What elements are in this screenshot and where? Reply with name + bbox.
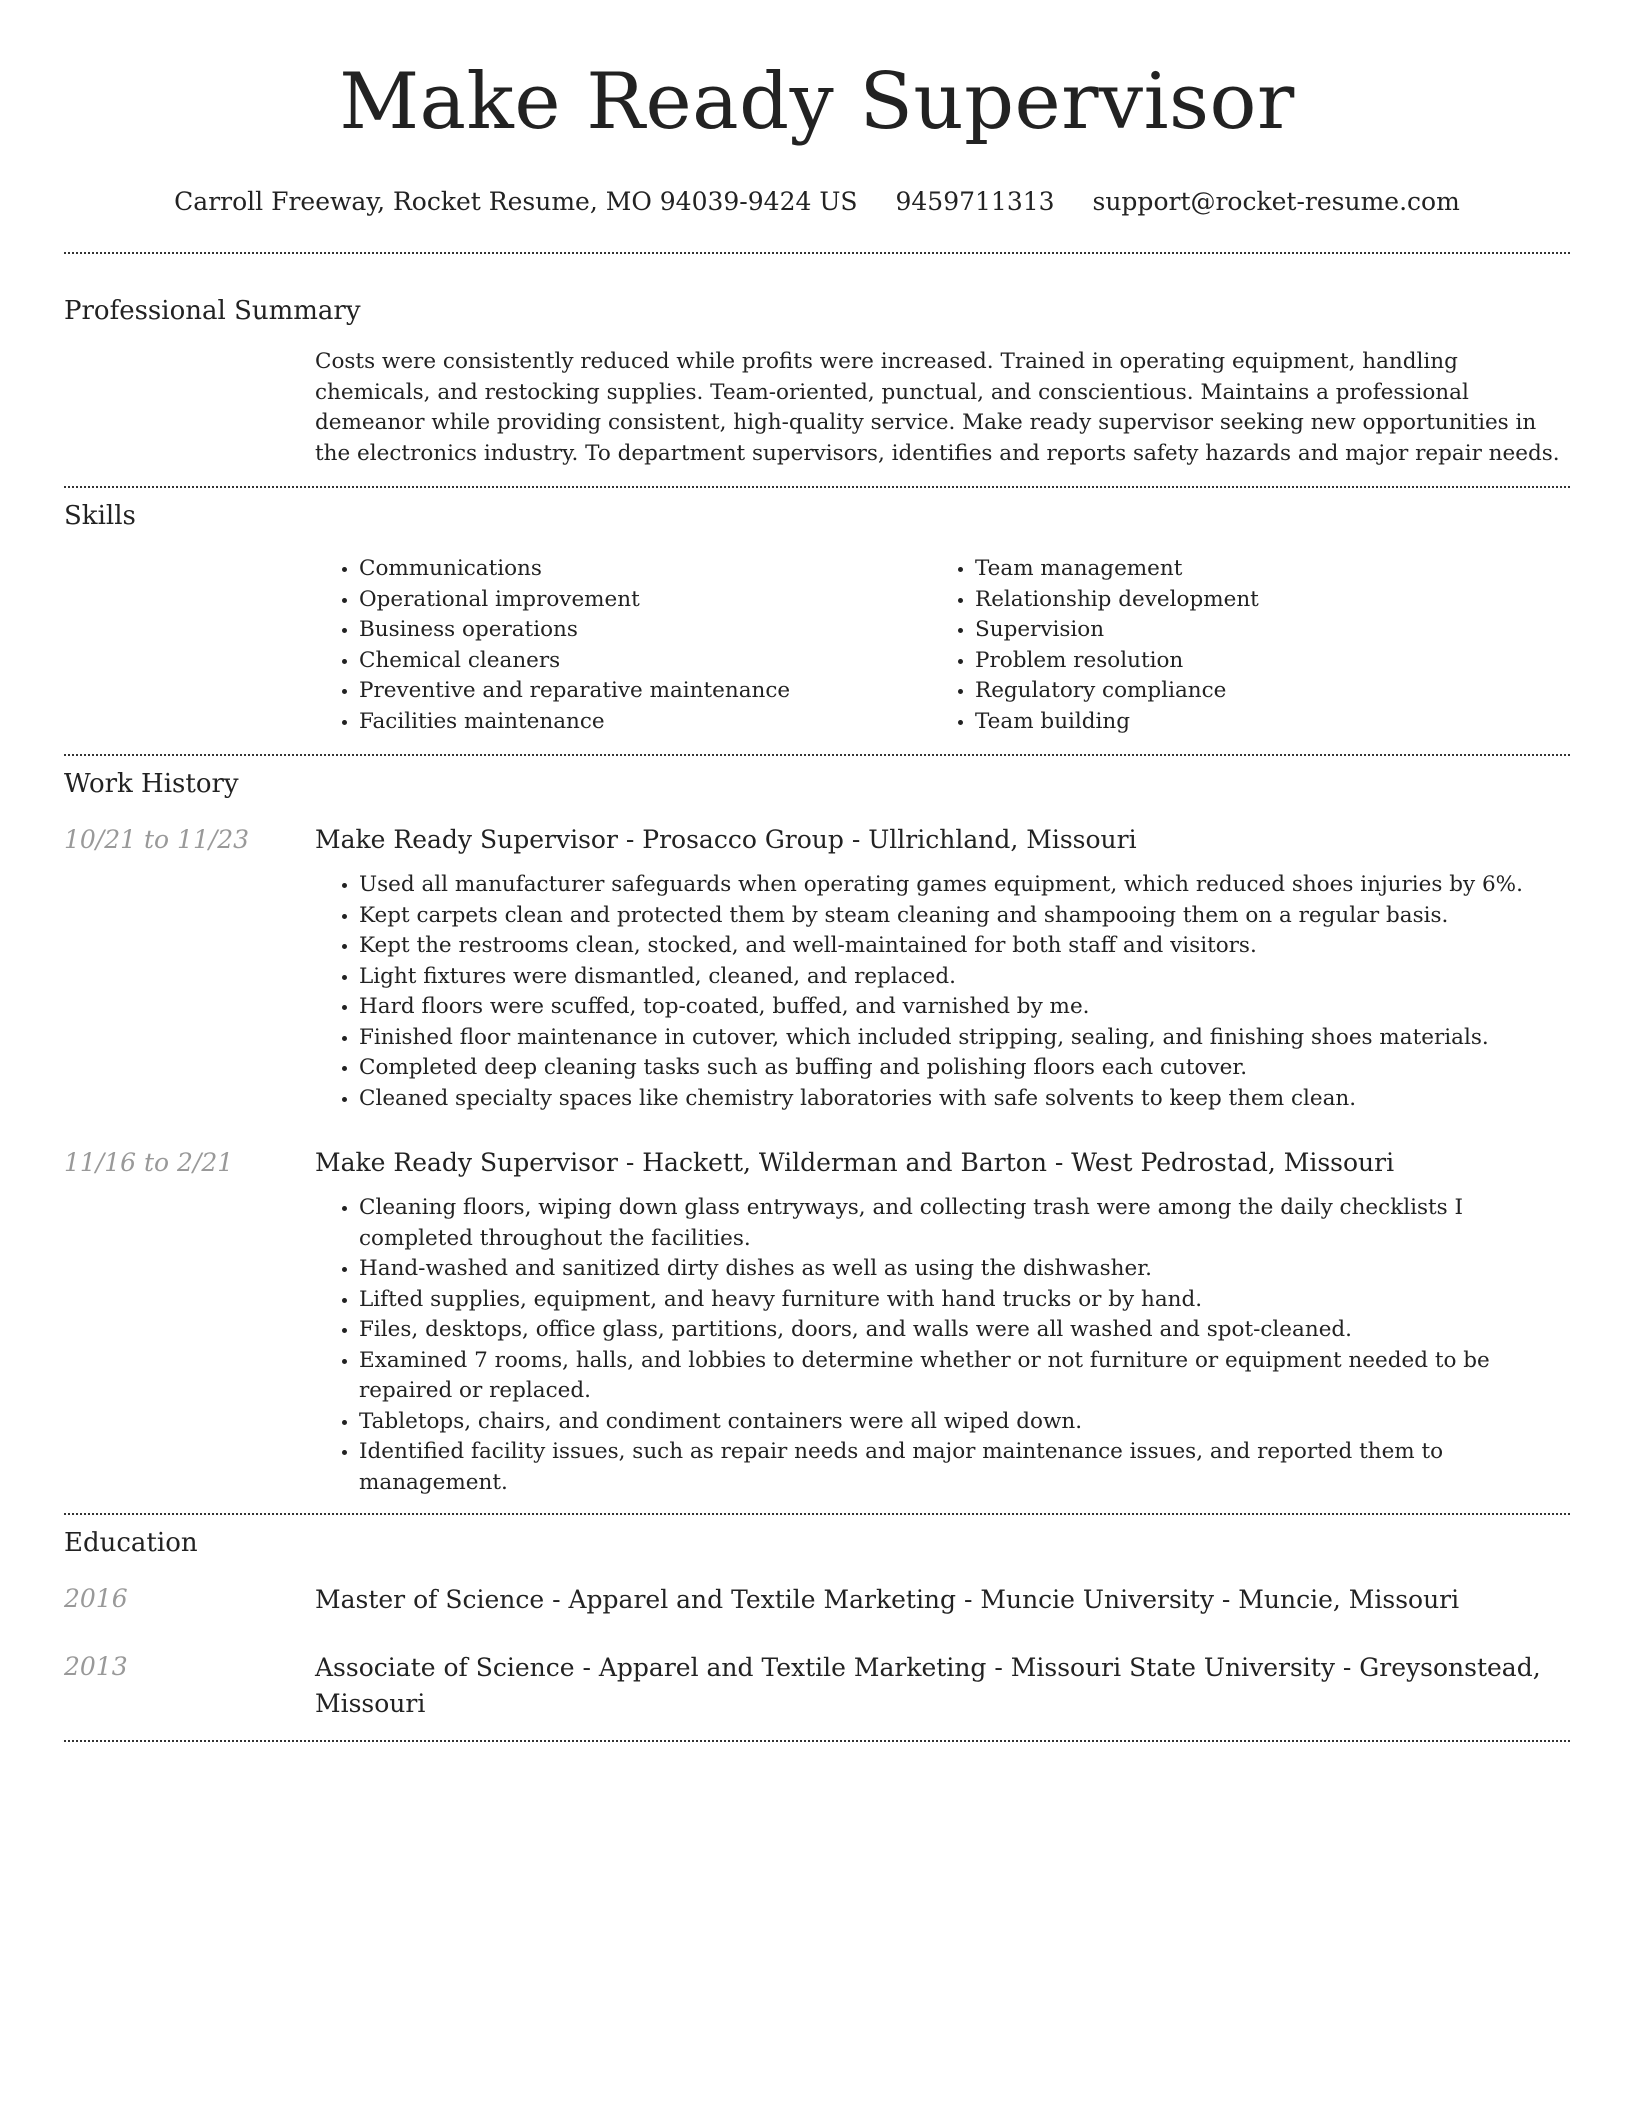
- email: support@rocket-resume.com: [1092, 187, 1460, 216]
- skills-section: [64, 499, 1570, 737]
- divider: [64, 1513, 1570, 1515]
- skills-title: Skills: [64, 501, 136, 531]
- job-date: 11/16 to 2/21: [64, 1148, 234, 1177]
- skill-item: • Facilities maintenance: [359, 707, 931, 738]
- job-bullets: [315, 1193, 1570, 1498]
- education-heading: Associate of Science - Apparel and Textile Marketing - Missouri State University - Greysonstead, Missouri: [315, 1653, 1541, 1718]
- list-item: • Light fixtures were dismantled, cleaned, and replaced.: [359, 962, 1570, 993]
- skill-item: • Communications: [359, 554, 931, 585]
- list-item: • Used all manufacturer safeguards when operating games equipment, which reduced shoes injuries by 6%.: [359, 870, 1570, 901]
- skill-item: • Problem resolution: [975, 646, 1547, 677]
- list-item: • Tabletops, chairs, and condiment containers were all wiped down.: [359, 1407, 1570, 1438]
- list-item: • Finished floor maintenance in cutover, which included stripping, sealing, and finishing shoes materials.: [359, 1023, 1570, 1054]
- skills-right-list: [931, 554, 1547, 737]
- summary-section: [64, 294, 1570, 469]
- education-title: Education: [64, 1528, 198, 1558]
- skills-left-list: [315, 554, 931, 737]
- job-heading: Make Ready Supervisor - Hackett, Wilderman and Barton - West Pedrostad, Missouri: [315, 1148, 1395, 1177]
- education-entry: [64, 1650, 1570, 1722]
- job-entry: [64, 823, 1570, 1114]
- education-entry: [64, 1582, 1570, 1618]
- list-item: • Cleaning floors, wiping down glass entryways, and collecting trash were among the daily checklists I completed throughout the facilities.: [359, 1193, 1570, 1254]
- education-date: 2016: [64, 1584, 128, 1613]
- divider: [64, 252, 1570, 254]
- skill-item: • Relationship development: [975, 585, 1547, 616]
- skills-columns: [315, 554, 1570, 737]
- skill-item: • Operational improvement: [359, 585, 931, 616]
- skill-item: • Team building: [975, 707, 1547, 738]
- work-section: [64, 767, 1570, 1498]
- skill-item: • Chemical cleaners: [359, 646, 931, 677]
- list-item: • Identified facility issues, such as repair needs and major maintenance issues, and reported them to management.: [359, 1437, 1570, 1498]
- job-bullets: [315, 870, 1570, 1114]
- job-date: 10/21 to 11/23: [64, 825, 250, 854]
- job-heading: Make Ready Supervisor - Prosacco Group - Ullrichland, Missouri: [315, 825, 1137, 854]
- address: Carroll Freeway, Rocket Resume, MO 94039-9424 US: [174, 187, 858, 216]
- skill-item: • Team management: [975, 554, 1547, 585]
- candidate-name: Make Ready Supervisor: [339, 57, 1295, 147]
- list-item: • Hand-washed and sanitized dirty dishes as well as using the dishwasher.: [359, 1254, 1570, 1285]
- education-section: [64, 1526, 1570, 1722]
- skill-item: • Supervision: [975, 615, 1547, 646]
- list-item: • Cleaned specialty spaces like chemistry laboratories with safe solvents to keep them clean.: [359, 1084, 1570, 1115]
- summary-title: Professional Summary: [64, 296, 361, 326]
- summary-text: Costs were consistently reduced while profits were increased. Trained in operating equipment, handling chemicals, and restocking supplies. Team-oriented, punctual, and conscientious. Maintains a professional demeanor while providing consistent, high-quality service. Make ready supervisor seeking new opportunities in the electronics industry. To department supervisors, identifies and reports safety hazards and major repair needs.: [315, 349, 1560, 466]
- list-item: • Completed deep cleaning tasks such as buffing and polishing floors each cutover.: [359, 1053, 1570, 1084]
- divider: [64, 754, 1570, 756]
- skill-item: • Preventive and reparative maintenance: [359, 676, 931, 707]
- list-item: • Examined 7 rooms, halls, and lobbies to determine whether or not furniture or equipment needed to be repaired or replaced.: [359, 1346, 1570, 1407]
- list-item: • Files, desktops, office glass, partitions, doors, and walls were all washed and spot-cleaned.: [359, 1315, 1570, 1346]
- education-date: 2013: [64, 1652, 128, 1681]
- resume-page: [64, 0, 1570, 1742]
- phone: 9459711313: [895, 187, 1055, 216]
- list-item: • Kept carpets clean and protected them by steam cleaning and shampooing them on a regular basis.: [359, 901, 1570, 932]
- job-entry: [64, 1146, 1570, 1498]
- divider: [64, 486, 1570, 488]
- education-heading: Master of Science - Apparel and Textile Marketing - Muncie University - Muncie, Missouri: [315, 1585, 1460, 1614]
- list-item: • Hard floors were scuffed, top-coated, buffed, and varnished by me.: [359, 992, 1570, 1023]
- list-item: • Lifted supplies, equipment, and heavy furniture with hand trucks or by hand.: [359, 1285, 1570, 1316]
- skill-item: • Regulatory compliance: [975, 676, 1547, 707]
- work-title: Work History: [64, 769, 239, 799]
- skill-item: • Business operations: [359, 615, 931, 646]
- divider: [64, 1740, 1570, 1742]
- list-item: • Kept the restrooms clean, stocked, and well-maintained for both staff and visitors.: [359, 931, 1570, 962]
- contact-line: [64, 186, 1570, 218]
